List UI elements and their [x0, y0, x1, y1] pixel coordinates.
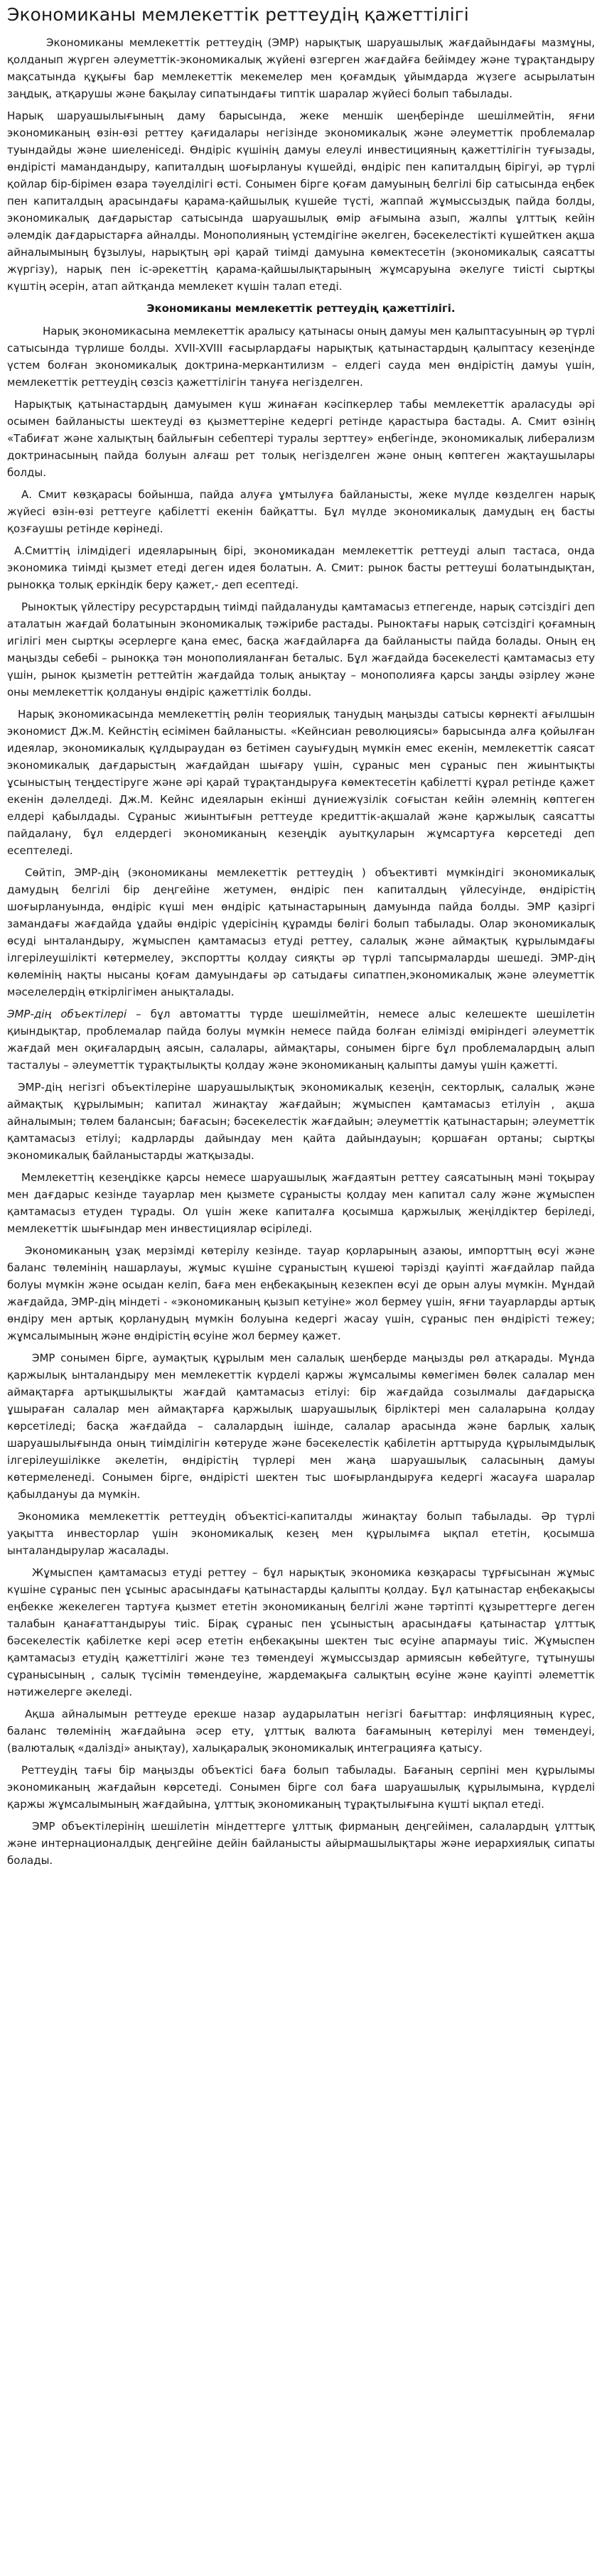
- paragraph: ЭМР-дің негізгі объектілеріне шаруашылықтық экономикалық кезеңін, секторлық, салалық және аймақтық құрылымын; капитал жинақтау жағдайын; жұмыспен қамтамасыз етілуін , ақша айналымын; төлем балансын; бағасын; бәсекелестік жағдайын; әлеуметтік қатынастарын; әлеуметтік қамтамасыз етілуі; кадрларды дайындау мен қайта дайындауын; қоршаған ортаны; сыртқы экономикалық байланыстарды жатқызады.: [7, 1081, 595, 1162]
- paragraph: Нарық экономикасында мемлекеттің рөлін теориялық танудың маңызды сатысы көрнекті ағылшын экономист Дж.М. Кейнстің есімімен байланысты. «Кейнсиан революциясы» барысында алға қойылған идеялар, экономикалық құлдыраудан өз бетімен сауығудың мүмкін емес екенін, мемлекеттік саясат экономикалық дағдарыстың жағдайдан шығару үшін, сұраныс мен сұраныс пен жиынтықты ұсыныстың теңдестіруге және әрі қарай тұрақтандыруға көмектесетін қабілетті құрал ретінде қажет екенін дәлелдеді. Дж.М. Кейнс идеяларын екінші дүниежүзілік соғыстан кейін әлемнің көптеген елдері қабылдады. Сұраныс жиынтығын реттеуде кредиттік-ақшалай және қаржылық саясатты пайдалану, бұл елдердегі экономиканың кезеңдік ауытқуларын жұмсартуға көрсетеді деп есептеледі.: [7, 708, 595, 857]
- paragraph: Экономиканың ұзақ мерзімді көтерілу кезінде. тауар қорларының азаюы, импорттың өсуі және баланс төлемінің нашарлауы, жұмыс күшіне сұраныстың күшеюі тәрізді қауіпті жағдайлар пайда болуы мүмкін және осыдан келіп, баға мен еңбекақының кезекпен өсуі де орын алуы мүмкін. Мұндай жағдайда, ЭМР-дің міндеті - «экономиканың қызып кетуіне» жол бермеу үшін, яғни тауарларды артық өндіру мен артық қорланудың мүмкін болуына кедергі жасау үшін, сұраныс пен өндірісті тежеу; жұмсалымының және өндірістің өсуіне жол бермеу қажет.: [7, 1244, 595, 1342]
- section-title: Экономиканы мемлекеттік реттеудің қажеттілігі.: [146, 302, 456, 315]
- paragraph: ЭМР объектілерінің шешілетін міндеттерге ұлттық фирманың деңгейімен, салалардың ұлттық және интернационалдық деңгейіне дейін байланысты айырмашылықтары және иерархиялық сипаты болады.: [7, 1820, 595, 1867]
- paragraph: [7, 1006, 595, 1074]
- paragraph: А.Смиттің ілімдідегі идеяларының бірі, экономикадан мемлекеттік реттеуді алып тастаса, онда экономика тиімді қызмет етеді деген идея болатын. А. Смит: рынок басты реттеуші болатындықтан, рынокқа толық еркіндік беру қажет,- деп есептеді.: [7, 544, 595, 591]
- paragraph: Реттеудің тағы бір маңызды объектісі баға болып табылады. Бағаның серпіні мен құрылымы экономиканың жағдайын көрсетеді. Сонымен бірге сол баға шаруашылық құрылымына, күрделі қаржы жұмсалымының жағдайына, ұлттық экономиканың тұрақтылығына күшті ықпал етеді.: [7, 1764, 595, 1811]
- paragraph: Экономиканы мемлекеттік реттеудің (ЭМР) нарықтық шаруашылық жағдайындағы мазмұны, қолданып жүрген әлеуметтік-экономикалық жүйені өзгерген жағдайға бейімдеу және тұрақтандыру мақсатында құқығы бар мемлекеттік мекемелер мен қоғамдық ұйымдарда жүзеге асырылатын заңдық, атқарушы және бақылау сипатындағы типтік шаралар жүйесі болып табылады.: [7, 36, 595, 100]
- paragraph: Экономика мемлекеттік реттеудің объектісі-капиталды жинақтау болып табылады. Әр түрлі уақытта инвесторлар үшін экономикалық кезең мен құрылымға ықпал ететін, қосымша ынталандырулар жасалады.: [7, 1510, 595, 1557]
- paragraph: Мемлекеттің кезеңдікке қарсы немесе шаруашылық жағдаятын реттеу саясатының мәні тоқырау мен дағдарыс кезінде тауарлар мен қызмете сұранысты қолдау мен капитал салу және жұмыспен қамтамасыз етуден тұрады. Ол үшін жеке капиталға қосымша қаржылық жеңілдіктер беріледі, мемлекеттік шығындар мен инвестициялар өсіріледі.: [7, 1171, 595, 1235]
- paragraph: Нарық экономикасына мемлекеттік аралысу қатынасы оның дамуы мен қалыптасуының әр түрлі сатысында түрлише болды. XVII-XVIII ғасырлардағы нарықтық қатынастардың қалыптасу кезеңінде үстем болған экономикалық доктрина-меркантилизм – елдегі саудa мен өндірістің дамуы үшін, мемлекеттік реттеудің сөзсіз қажеттілігін тануға негізделген.: [7, 325, 595, 389]
- paragraph: Нарық шаруашылығының даму барысында, жеке меншік шеңберінде шешілмейтін, яғни экономиканың өзін-өзі реттеу қағидалары негізінде экономикалық және әлеуметтік проблемалар туындайды және шиеленіседі. Өндіріс күшінің дамуы елеулі инвестицияның қажеттілігін туғызады, өндірісті мамандандыру, капиталдың шоғырлануы күшейді, өндіріс пен капиталдың бірігуі, әр түрлі қойлар бір-бірімен өзара тәуелділігі өсті. Сонымен бірге қоғам дамуының белгілі бір сатысында еңбек пен капиталдың арасындағы қарама-қайшылық күшейе түсті, жаппай жұмыссыздық пайда болды, экономикалық дағдарыстар сатысында шаруашылық өмір ағымына азып, жалпы ұлттық кейін әлемдік дағдарыстарға айналды. Монополияның үстемдігіне әкелген, бәсекелестікті күшейткен ақша айналымының бұзылуы, нарықтың әрі қарай тиімді дамуына көмектесетін (экономикалық саясатты жүргізу), нарық пен іс-әрекеттің қарама-қайшылықтарының жұмсаруына әкелуге тиісті сыртқы күштің әсерін, атап айтқанда мемлекет күшін талап етеді.: [7, 109, 595, 293]
- paragraph: Жұмыспен қамтамасыз етуді реттеу – бұл нарықтық экономика көзқарасы тұрғысынан жұмыс күшіне сұраныс пен ұсыныс арасындағы қатынастарды қалыпты қолдау. Бұл қатынастар еңбекақысы еңбекке жекелеген тартуға қызмет ететін экономиканың белгілі және тәртіпті құзыреттерге деген талабын қанағаттандыруы тиіс. Бірақ сұраныс пен ұсыныстың арасындағы қатынастар ұлттық бәсекелестік қабілетке кері әсер ететін еңбекақыны шектен тыс өсуіне апармауы тиіс. Жұмыспен қамтамасыз етудің қажеттілігі және тез төмендеуі жұмыссыздар армиясын көбейтуге, тұтынушы сұранысының , салық түсімін төмендеуіне, жардемақыға салықтың өсуіне және қауіпті әлеметтік нәтижелерге әкеледі.: [7, 1566, 595, 1698]
- emphasis-lead: ЭМР-дің объектілері: [7, 1008, 127, 1020]
- paragraph: ЭМР сонымен бірге, аумақтық құрылым мен салалық шеңберде маңызды рөл атқарады. Мұнда қаржылық ынталандыру мен мемлекеттік күрделі қаржы жұмсалымы көмегімен бөлек салалар мен аймақтарға артықшылықты жағдай қамтамасыз етілуі: бір жағдайда созылмалы дағдарысқа ұшыраған салалар мен аймақтарға қаржылық шаруашылық бірліктері мен салаларына қолдау көрсетіледі; басқа жағдайда – салалардың ішінде, салалар арасында және барлық халық шаруашылығында оның тиімділігін көтеруде және бәсекелестік қабілетін арттыруда құрылымдылық ілгерілеушілікке әкелетін, өндірістің түрлері мен жаңа шаруашылық саласының дамуы көтермеленеді. Сонымен бірге, өндірісті шектен тыс шоғырландыруға кедергі жасауға шаралар қабылдануы да мүмкін.: [7, 1352, 595, 1501]
- paragraph: Нарықтық қатынастардың дамуымен күш жинаған кәсіпкерлер табы мемлекеттік араласуды әрі осымен байланысты шектеуді өз қызметтеріне кедергі ретінде қарастыра бастады. А. Смит өзінің «Табиғат және халықтың байлығын себептері туралы зерттеу» еңбегінде, экономикалық либерализм доктринасының пайда болуын алғаш рет толық негізделген және оның көптеген жақтаушылары болды.: [7, 398, 595, 479]
- paragraph-text: – бұл автоматты түрде шешілмейтін, немесе алыс келешекте шешілетін қиындықтар, проблемалар пайда болуы мүмкін немесе пайда болған елімізді өміріндегі әлеуметтік жағдай мен оқиғалардың аясын, салалары, аймақтары, сонымен бірге бұл проблемалардың алып тасталуы – әлеуметтік тұрақтылықты қолдау және экономиканың қалыпты дамуы үшін қажетті.: [7, 1008, 595, 1072]
- paragraph: Сөйтіп, ЭМР-дің (экономиканы мемлекеттік реттеудің ) объективті мүмкіндігі экономикалық дамудың белгілі бір деңгейіне жетумен, өндіріс пен капиталдың үйлесуінде, өндірістің шоғырлануында, өндіріс күші мен өндіріс қатынастарының дамуында пайда болды. ЭМР қазіргі замандағы жағдайда ұдайы өндіріс үдерісінің құрамды бөлігі болып табылады. Олар экономикалық өсуді ынталандыру, жұмыспен қамтамасыз етуді реттеу, салалық және аймақтық құрылымдағы ілгерілеушілікті көтермелеу, экспортты қолдау сияқты әр түрлі тапсырмаларды шешеді. ЭМР-дің көлемінің нақты нысаны қоғам дамуындағы әр сатыдағы сипатпен,экономикалық және әлеуметтік мәселелердің өткірлігімен анықталады.: [7, 866, 595, 998]
- paragraph: А. Смит көзқарасы бойынша, пайда алуға ұмтылуға байланысты, жеке мүлде көзделген нарық жүйесі өзін-өзі реттеуге қабілетті екенін байқатты. Бұл мүлде экономикалық дамудың ең басты қозғаушы ретінде көрінеді.: [7, 488, 595, 535]
- paragraph: Рыноктық үйлестіру ресурстардың тиімді пайдалануды қамтамасыз етпегенде, нарық сәтсіздігі деп аталатын жағдай болатынын экономикалық тәжірибе растады. Рыноктағы нарық сәтсіздігі қоғамның игілігі мен сыртқы әсерлерге қана емес, басқа жағдайларға да байланысты пайда болады. Оның ең маңызды себебі – рынокқа тән монополияланған беталыс. Бұл жағдайда бәсекелесті қамтамасыз ету үшін, рынок қызметін реттейтін жағдайда толық анықтау – монополияға қарсы заңды әзірлеу жәнe оны мемлекеттік қолдануы өндіріс қажеттілік болды.: [7, 600, 595, 699]
- page-title: Экономиканы мемлекеттік реттеудің қажеттілігі: [7, 4, 469, 25]
- paragraph: Ақша айналымын реттеуде ерекше назар аударылатын негізгі бағыттар: инфляцияның күрес, баланс төлемінің жағдайына әсер ету, ұлттық валюта бағамының көтерілуі мен төмендеуі, (валюталық «далізді» анықтау), халықаралық экономикалық интеграцияға қатысу.: [7, 1708, 595, 1755]
